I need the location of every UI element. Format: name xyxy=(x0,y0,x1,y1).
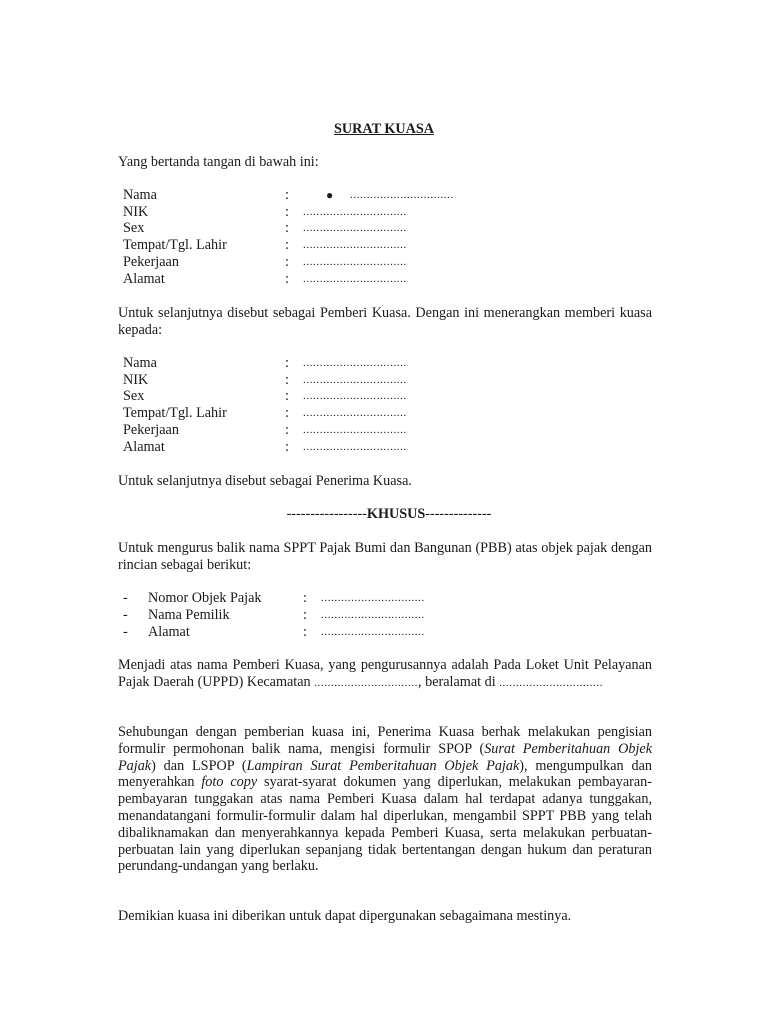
field-blank: ............................... xyxy=(303,256,407,268)
list-dash: - xyxy=(123,607,128,623)
khusus-dashes-left: ----------------- xyxy=(286,506,367,522)
field-label: Tempat/Tgl. Lahir xyxy=(123,405,227,421)
sehubungan-italic-spop: Surat Pemberitahuan Objek Pajak xyxy=(118,740,653,774)
field-row-alamat xyxy=(0,271,768,288)
field-row-sex xyxy=(0,388,768,405)
field-colon: : xyxy=(285,422,289,438)
khusus-dashes-right: -------------- xyxy=(425,506,492,522)
field-blank: ............................... xyxy=(303,441,407,453)
document-title: SURAT KUASA xyxy=(334,121,434,137)
field-colon: : xyxy=(303,607,307,623)
field-colon: : xyxy=(303,590,307,606)
field-row-alamat xyxy=(0,439,768,456)
field-colon: : xyxy=(303,624,307,640)
field-row-sex xyxy=(0,220,768,237)
list-item xyxy=(0,590,768,607)
sehubungan-italic-lspop: Lampiran Surat Pemberitahuan Objek Pajak xyxy=(246,757,520,774)
sehubungan-text-d: syarat-syarat dokumen yang diperlukan, melakukan pembayaran-pembayaran tunggakan atas nama Pemberi Kuasa dalam hal terdapat adanya tunggakan, menandatangani formulir-formulir dalam hal diperlukan, mengambil SPPT PBB yang telah dibaliknamakan dan menyerahkannya kepada Pemberi Kuasa, serta melakukan perbuatan-perbuatan lain yang diperlukan sepanjang tidak bertentangan dengan hukum dan peraturan perundang-undangan yang berlaku. xyxy=(118,774,652,875)
sehubungan-paragraph xyxy=(118,724,652,875)
field-colon: : xyxy=(285,355,289,371)
field-row-nik xyxy=(0,372,768,389)
sehubungan-text-a: Sehubungan dengan pemberian kuasa ini, Penerima Kuasa berhak melakukan pengisian formulir permohonan balik nama, mengisi formulir SPOP ( xyxy=(118,724,652,757)
field-label: Nama xyxy=(123,187,157,203)
sehubungan-text-c: ), mengumpulkan dan menyerahkan xyxy=(118,757,652,791)
list-item xyxy=(0,624,768,641)
field-row-ttl xyxy=(0,237,768,254)
field-label: NIK xyxy=(123,204,149,220)
menjadi-text-b: , beralamat di xyxy=(418,673,500,690)
field-blank: ............................... xyxy=(303,374,407,386)
field-colon: : xyxy=(285,254,289,270)
closing-paragraph: Demikian kuasa ini diberikan untuk dapat dipergunakan sebagaimana mestinya. xyxy=(118,908,572,924)
bullet-icon: ● xyxy=(326,188,334,202)
field-blank: ............................... xyxy=(303,390,407,402)
sehubungan-italic-fotocopy: foto copy xyxy=(201,774,258,791)
list-dash: - xyxy=(123,590,128,606)
field-label: Sex xyxy=(123,220,145,236)
list-dash: - xyxy=(123,624,128,640)
field-blank: ............................... xyxy=(321,626,425,638)
field-row-nama xyxy=(0,355,768,372)
field-label: Pekerjaan xyxy=(123,254,179,270)
field-colon: : xyxy=(285,204,289,220)
field-label: Sex xyxy=(123,388,145,404)
field-blank: ............................... xyxy=(303,357,407,369)
field-label: Alamat xyxy=(123,271,165,287)
field-row-nik xyxy=(0,204,768,221)
field-blank: ............................... xyxy=(321,609,425,621)
field-blank: ............................... xyxy=(303,206,407,218)
intro-text: Yang bertanda tangan di bawah ini: xyxy=(118,154,319,170)
khusus-heading xyxy=(0,506,768,523)
field-label: Nomor Objek Pajak xyxy=(148,590,262,606)
field-label: Alamat xyxy=(148,624,190,640)
field-colon: : xyxy=(285,237,289,253)
khusus-word: KHUSUS xyxy=(366,506,426,522)
field-blank: ............................... xyxy=(303,239,407,251)
field-label: Tempat/Tgl. Lahir xyxy=(123,237,227,253)
grantor-paragraph: Untuk selanjutnya disebut sebagai Pemberi Kuasa. Dengan ini menerangkan memberi kuasa kepada: xyxy=(118,305,652,338)
field-row-pekerjaan xyxy=(0,422,768,439)
grantee-paragraph: Untuk selanjutnya disebut sebagai Penerima Kuasa. xyxy=(118,473,412,489)
field-blank: ............................... xyxy=(303,424,407,436)
field-label: Nama Pemilik xyxy=(148,607,230,623)
field-label: NIK xyxy=(123,372,149,388)
menjadi-paragraph xyxy=(118,657,652,692)
kecamatan-blank: ............................... xyxy=(314,676,419,689)
alamat-blank: ............................... xyxy=(499,676,604,689)
field-colon: : xyxy=(285,271,289,287)
purpose-paragraph: Untuk mengurus balik nama SPPT Pajak Bumi dan Bangunan (PBB) atas objek pajak dengan rincian sebagai berikut: xyxy=(118,540,652,573)
field-row-pekerjaan xyxy=(0,254,768,271)
field-blank: ............................... xyxy=(350,189,454,201)
field-label: Pekerjaan xyxy=(123,422,179,438)
field-row-ttl xyxy=(0,405,768,422)
field-row-nama xyxy=(0,187,768,204)
field-blank: ............................... xyxy=(303,222,407,234)
field-blank: ............................... xyxy=(303,407,407,419)
field-colon: : xyxy=(285,220,289,236)
field-colon: : xyxy=(285,372,289,388)
menjadi-text-a: Menjadi atas nama Pemberi Kuasa, yang pengurusannya adalah Pada Loket Unit Pelayanan Pajak Daerah (UPPD) Kecamatan xyxy=(118,657,652,690)
field-colon: : xyxy=(285,439,289,455)
field-label: Alamat xyxy=(123,439,165,455)
field-blank: ............................... xyxy=(321,592,425,604)
field-blank: ............................... xyxy=(303,273,407,285)
field-label: Nama xyxy=(123,355,157,371)
list-item xyxy=(0,607,768,624)
field-colon: : xyxy=(285,405,289,421)
sehubungan-text-b: ) dan LSPOP ( xyxy=(151,757,247,774)
field-colon: : xyxy=(285,388,289,404)
field-colon: : xyxy=(285,187,289,203)
